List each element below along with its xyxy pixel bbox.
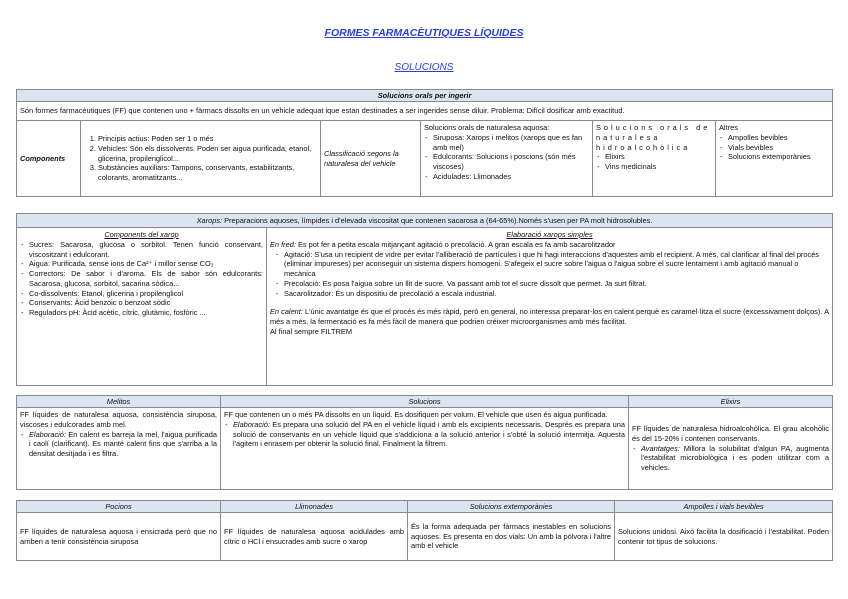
hydroalcoholic-cell [593,121,716,197]
components-cell [81,121,321,197]
final-note: Al final sempre FILTREM [270,326,352,336]
aqueous-item: - Acidulades: Llimonades [433,172,589,182]
component-item: 2. Vehicles: Són els dissolvents. Poden ser aigua purificada, etanol, glicerina, propilenglicol... [98,144,317,164]
component-item: 3. Substàncies auxiliars: Tampons, conservants, estabilitzants, colorants, aromatitzants... [98,163,317,183]
xarops-label: Xarops: [196,215,223,225]
cold-paragraph [270,240,829,250]
ampolles-header: Ampolles i vials bevibles [615,501,833,513]
melitos-elab-text: En calent es barreja la mel, l'aigua purificada i caolí (clarificant). Es manté calent fins que s'arriba a la densitat desitjada i es filtra. [29,429,217,459]
elixirs-text: FF líquides de naturalesa hidroalcohòlica. El grau alcohòlic és del 15-20% i contenen conservants. [632,424,829,443]
ampolles-text: Solucions unidosi. Això facilita la dosificació i l'estabilitat. Poden contenir tot tipus de solucions. [615,513,833,561]
pocions-header: Pocions [17,501,221,513]
page-title: FORMES FARMACÈUTIQUES LÍQUIDES [324,27,524,39]
melitos-header: Melitos [17,396,221,408]
syrup-component-item: - Correctors: De sabor i d'aroma. Els de sabor són edulcorants: Sacarosa, glucosa, sorbitol, sacarina sòdica... [29,269,263,289]
hydroalcoholic-item: - Elixirs [605,152,712,162]
solucions-header: Solucions [221,396,629,408]
others-title: Altres [719,123,738,132]
oral-solutions-header: Solucions orals per ingerir [17,90,833,102]
llimonades-header: Llimonades [221,501,408,513]
syrup-components-cell [17,228,267,386]
types-table-2 [16,500,833,561]
components-label: Components [17,121,81,197]
hot-paragraph [270,307,829,327]
syrup-elaboration-cell [267,228,833,386]
elixirs-adv-text: Millora la solubilitat d'algun PA, augmenta l'estabilitat microbiològica i es poden utilitzar com a vehicles. [641,443,829,473]
cold-item: - Agitació: S'usa un recipient de vidre per evitar l'alliberació de partícules i que hi hagi interaccions d'aquestes amb el recipient. A més, cal clarificar al final del procés (eliminar impureses) per aconseguir un sistema dispers homogeni. S'afegeix el sucre sobre l'aigua o l'aigua sobre el sucre lentament i amb agitació manual o mecànica [284,250,829,279]
classification-label: Classificació segons la naturalesa del vehicle [321,121,421,197]
syrup-component-item: - Sucres: Sacarosa, glucosa o sorbitol. Tenen funció conservant, viscositzant i edulcorant. [29,240,263,260]
melitos-elaboration [29,430,217,459]
definition: Són formes farmacèutiques (FF) que contenen uno + fàrmacs dissolts en un vehicle adequat ique estan destinades a ser ingerides sense diluir. Problema: Difícil dosificar amb exactitud. [17,102,833,121]
solucions-cell [221,408,629,490]
melitos-cell [17,408,221,490]
others-item: - Ampolles bevibles [728,133,829,143]
aqueous-cell [421,121,593,197]
solucions-elaboration [233,420,625,449]
syrup-components-title: Components del xarop [104,230,179,239]
syrup-elaboration-title: Elaboració xarops simples [506,230,593,239]
syrup-component-item: - Co-dissolvents: Etanol, glicerina i propilenglicol [29,289,263,299]
aqueous-item: - Siruposa: Xarops i melitos (xarops que es fan amb mel) [433,133,589,153]
solucions-elab-text: Es prepara una solució del PA en el vehicle líquid i amb els excipients necessaris. Després es prepara una solució de conservants en un vehicle líquid que s'addiciona a la solució anterior i s'obté la solució intermitja. Aquesta l'agitem i enrasem per obtenir la solució final. Finalment la filtrem. [233,419,625,449]
xarops-definition: Preparacions aquoses, límpides i d'elevada viscositat que contenen sacarosa a (64-65%).Només s'usen per PA molt hidrosolubles. [222,215,653,225]
syrup-component-item: - Aigua: Purificada, sense ions de Ca²⁺ i millor sense CO₂ [29,259,263,269]
types-table-1 [16,395,833,490]
elixirs-adv-label: Avantatges: [641,443,680,453]
xarops-header [17,214,833,228]
aqueous-title: Solucions orals de naturalesa aquosa: [424,123,550,132]
pocions-text: FF líquides de naturalesa aquosa i ensicrada però que no arriben a tenir consistència siruposa [17,513,221,561]
aqueous-item: - Edulcorants: Solucions i poscions (són més viscoses) [433,152,589,172]
elixirs-cell [629,408,833,490]
cold-label: En fred: [270,239,296,249]
solucions-elab-label: Elaboració: [233,419,270,429]
others-item: - Vials bevibles [728,143,829,153]
hydroalcoholic-item: - Vins medicinals [605,162,712,172]
extemporanies-header: Solucions extemporànies [408,501,615,513]
cold-item: - Precolació: Es posa l'aigua sobre un llit de sucre. Va passant amb tot el sucre dissolt que permet. Ja surt filtrat. [284,279,829,289]
syrup-component-item: - Reguladors pH: Àcid acètic, cítric, glutàmic, fosfòric ... [29,308,263,318]
elixirs-advantages [641,444,829,473]
elixirs-header: Elixirs [629,396,833,408]
others-item: - Solucions extemporànies [728,152,829,162]
oral-solutions-table [16,89,833,197]
melitos-elab-label: Elaboració: [29,429,66,439]
xarops-table [16,213,833,386]
syrup-component-item: - Conservants: Àcid benzoic o benzoat sòdic [29,298,263,308]
hydroalcoholic-title: Solucions orals de naturalesa hidroalcohòlica [596,123,711,152]
extemporanies-text: És la forma adequada per fàrmacs inestables en solucions aquoses. Es presenta en dos vials: Un amb la pólvora i l'altre amb el vehicle [408,513,615,561]
component-item: 1. Principis actius: Poden ser 1 o més [98,134,317,144]
hot-text: L'únic avantatge és que el procés és més ràpid, però en general, no interessa preparar-los en calent perquè es caramel·litza el sucre (excessivament dolços). A més a més, la fermentació es fa més fàcil de manera que podrien créixer microorganismes amb més facilitat. [270,307,830,327]
hot-label: En calent: [270,307,303,317]
llimonades-text: FF líquides de naturalesa aquosa acidulades amb cítric o HCl i ensucrades amb sucre o xarop [221,513,408,561]
melitos-text: FF líquides de naturalesa aquosa, consistència siruposa, viscoses i edulcorades amb mel. [20,410,217,429]
others-cell [716,121,833,197]
page-subtitle: SOLUCIONS [394,62,454,73]
solucions-text: FF que contenen un o més PA dissolts en un líquid. Es dosifiquen per volum. El vehicle que usen és aigua purificada. [224,410,608,419]
cold-text: Es pot fer a petita escala mitjançant agitació o precolació. A gran escala es fa amb sacarolitzador [295,239,616,249]
cold-item: - Sacarolitzador: És un dispositiu de precolació a escala industrial. [284,289,829,299]
